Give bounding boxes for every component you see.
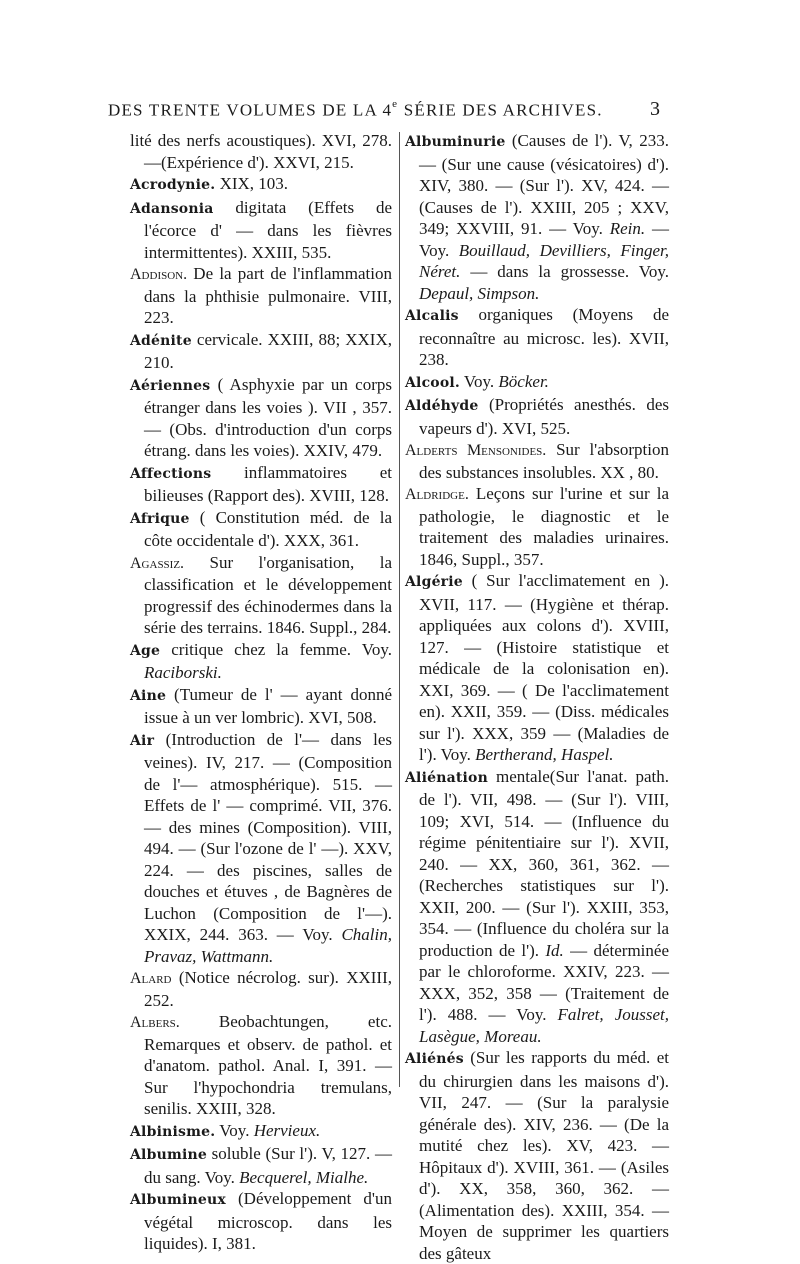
index-entry: [130, 507, 392, 552]
index-entry: [405, 304, 669, 371]
index-entry: [130, 729, 392, 968]
column-divider: [399, 132, 400, 1087]
entry-text: digitata (Effets de l'écorce d' — dans les fièvres intermittentes). XXIII, 535.: [144, 197, 392, 262]
index-entry: [130, 552, 392, 639]
entry-headword: Aldéhyde: [405, 398, 479, 414]
index-entry: [130, 197, 392, 264]
entry-text: (Introduction de l'— dans les veines). IV, 217. — (Composition de l'— atmosphérique). 515. — Effets de l' — comprimé. VII, 376. — des mines (Composition). VIII, 494. — (Sur l'ozone de l' —). XXV, 224. — des piscines, salles de douches et étuves , de Bagnères de Luchon (Composition de l'—). XXIX, 244. 363. — Voy.: [144, 729, 392, 944]
index-entry: [130, 967, 392, 1011]
index-entry: [405, 371, 669, 395]
index-entry: [405, 394, 669, 439]
entry-text: Voy.: [215, 1120, 254, 1140]
entry-reference: Depaul, Simpson.: [419, 283, 540, 303]
index-entry: [130, 329, 392, 374]
entry-text: XIX, 103.: [215, 174, 289, 193]
entry-text: lité des nerfs acoustiques). XVI, 278.—(Expérience d'). XXVI, 215.: [130, 131, 392, 172]
index-entry: [130, 173, 392, 197]
index-entry: [130, 1011, 392, 1120]
entry-text: Leçons sur l'urine et sur la pathologie, le diagnostic et le traitement des maladies urinaires. 1846, Suppl., 357.: [419, 484, 669, 569]
entry-text: — dans la grossesse. Voy.: [460, 262, 669, 281]
index-entry: [130, 263, 392, 329]
entry-headword: Alard: [130, 970, 172, 987]
entry-reference: Becquerel, Mialhe.: [239, 1167, 369, 1187]
entry-text: Sur l'absorption des substances insolubles. XX , 80.: [419, 440, 670, 482]
index-entry: [130, 639, 392, 684]
entry-headword: Albers.: [130, 1014, 180, 1031]
entry-text: mentale(Sur l'anat. path. de l'). VII, 498. — (Sur l'). VIII, 109; XVI, 514. — (Influence du régime pénitentiaire sur l'). XVII, 240. — XX, 360, 361, 362. — (Recherches statistiques sur l'). XXII, 200. — (Sur l'). XXIII, 353, 354. — (Influence du choléra sur la production de l').: [419, 766, 669, 960]
left-column: [130, 130, 392, 1255]
entry-text: — Voy.: [419, 219, 669, 260]
entry-headword: Agassiz.: [130, 554, 185, 572]
entry-headword: Adansonia: [130, 200, 214, 217]
entry-text: soluble (Sur l'). V, 127. — du sang. Voy.: [144, 1144, 392, 1187]
entry-reference: Bouillaud, Devilliers, Finger, Néret.: [419, 240, 669, 281]
index-entry: [130, 130, 392, 173]
entry-text: (Causes de l'). V, 233. — (Sur une cause (vésicatoires) d'). XIV, 380. — (Sur l'). XV, 424. — (Causes de l'). XXIII, 205 ; XXV, 349; XXVIII, 91. — Voy.: [419, 131, 669, 238]
entry-reference: Hervieux.: [253, 1120, 321, 1140]
entry-text: inflammatoires et bilieuses (Rapport des). XVIII, 128.: [144, 462, 392, 505]
entry-headword: Air: [130, 732, 155, 749]
index-entry: [130, 1120, 392, 1144]
entry-text: cervicale. XXIII, 88; XXIX, 210.: [144, 329, 392, 372]
entry-headword: Alcalis: [405, 308, 459, 324]
entry-text: ( Asphyxie par un corps étranger dans les voies ). VII , 357. — (Obs. d'introduction d'un corps étrang. dans les voies). XXIV, 479.: [144, 374, 392, 460]
entry-headword: Afrique: [130, 510, 190, 527]
entry-headword: Addison.: [130, 266, 188, 283]
entry-text: Beobachtungen, etc. Remarques et observ. de pathol. et d'anatom. pathol. Anal. I, 391. — Sur l'hypochondria tremulans, senilis. XXIII, 328.: [144, 1012, 392, 1118]
index-entry: [130, 462, 392, 507]
index-entry: [405, 570, 669, 766]
entry-reference: Id.: [545, 940, 564, 960]
index-entry: [405, 483, 669, 570]
entry-headword: Albumineux: [130, 1192, 226, 1208]
right-column: [405, 130, 669, 1264]
entry-headword: Alderts Mensonides.: [405, 442, 547, 459]
entry-text: (Propriétés anesthés. des vapeurs d'). XVI, 525.: [419, 395, 669, 438]
entry-headword: Affections: [130, 465, 212, 482]
entry-headword: Alcool.: [405, 374, 460, 391]
index-entry: [130, 684, 392, 729]
entry-text: — déterminée par le chloroforme. XXIV, 223. — XXX, 352, 358 — (Traitement de l'). 488. — Voy.: [419, 940, 669, 1024]
entry-headword: Aériennes: [130, 377, 211, 394]
index-entry: [405, 766, 669, 1048]
index-entry: [405, 1047, 669, 1264]
index-entry: [405, 439, 669, 483]
index-entry: [130, 374, 392, 462]
entry-reference: Raciborski.: [144, 663, 222, 682]
entry-headword: Aliénation: [405, 769, 488, 786]
index-entry: [130, 1143, 392, 1188]
entry-reference: Falret, Jousset, Lasègue, Moreau.: [419, 1005, 669, 1046]
entry-headword: Algérie: [405, 574, 463, 590]
entry-text: (Sur les rapports du méd. et du chirurgien dans les maisons d'). VII, 247. — (Sur la paralysie générale des). XIV, 236. — (De la mutité chez les). XV, 423. — Hôpitaux d'). XVIII, 361. — (Asiles d'). XX, 358, 360, 362. — (Alimentation des). XXIII, 354. — Moyen de supprimer les quartiers des gâteux: [419, 1048, 669, 1263]
entry-text: ( Constitution méd. de la côte occidentale d'). XXX, 361.: [144, 507, 392, 550]
entry-reference: Chalin, Pravaz, Wattmann.: [144, 925, 392, 966]
index-entry: [405, 130, 669, 304]
entry-headword: Aliénés: [405, 1051, 464, 1067]
entry-headword: Albinisme.: [130, 1123, 216, 1140]
entry-text: Sur l'organisation, la classification et le développement progressif des échinodermes dans la série des terrains. 1846. Suppl., 284.: [144, 552, 392, 637]
entry-text: critique chez la femme. Voy.: [160, 639, 392, 659]
entry-headword: Acrodynie.: [130, 177, 216, 193]
header-title: DES TRENTE VOLUMES DE LA 4e SÉRIE DES ARCHIVES.: [108, 98, 603, 120]
entry-text: organiques (Moyens de reconnaître au microsc. les). XVII, 238.: [419, 305, 669, 369]
index-entry: [130, 1188, 392, 1255]
entry-headword: Age: [130, 642, 161, 659]
entry-reference: Rein.: [609, 219, 646, 238]
entry-text: (Développement d'un végétal microscop. dans les liquides). I, 381.: [144, 1189, 392, 1253]
entry-text: ( Sur l'acclimatement en ). XVII, 117. — (Hygiène et thérap. appliquées aux colons d'). XVIII, 127. — (Histoire statistique et médicale de la colonisation en). XXI, 369. — ( De l'acclimatement en). XXII, 359. — (Diss. médicales sur l'). XXX, 359 — (Maladies de l'). Voy.: [419, 571, 669, 764]
entry-headword: Albumine: [130, 1147, 207, 1163]
entry-reference: Böcker.: [498, 371, 549, 391]
entry-text: (Tumeur de l' — ayant donné issue à un ver lombric). XVI, 508.: [144, 684, 392, 727]
entry-reference: Bertherand, Haspel.: [475, 745, 614, 764]
entry-headword: Aine: [130, 687, 167, 704]
page-number: 3: [650, 98, 660, 120]
entry-text: De la part de l'inflammation dans la phthisie pulmonaire. VIII, 223.: [144, 264, 392, 327]
entry-headword: Aldridge.: [405, 486, 469, 503]
entry-text: (Notice nécrolog. sur). XXIII, 252.: [144, 968, 392, 1010]
entry-text: Voy.: [459, 371, 499, 391]
running-header: [100, 96, 660, 126]
entry-headword: Albuminurie: [405, 134, 506, 150]
entry-headword: Adénite: [130, 332, 192, 349]
